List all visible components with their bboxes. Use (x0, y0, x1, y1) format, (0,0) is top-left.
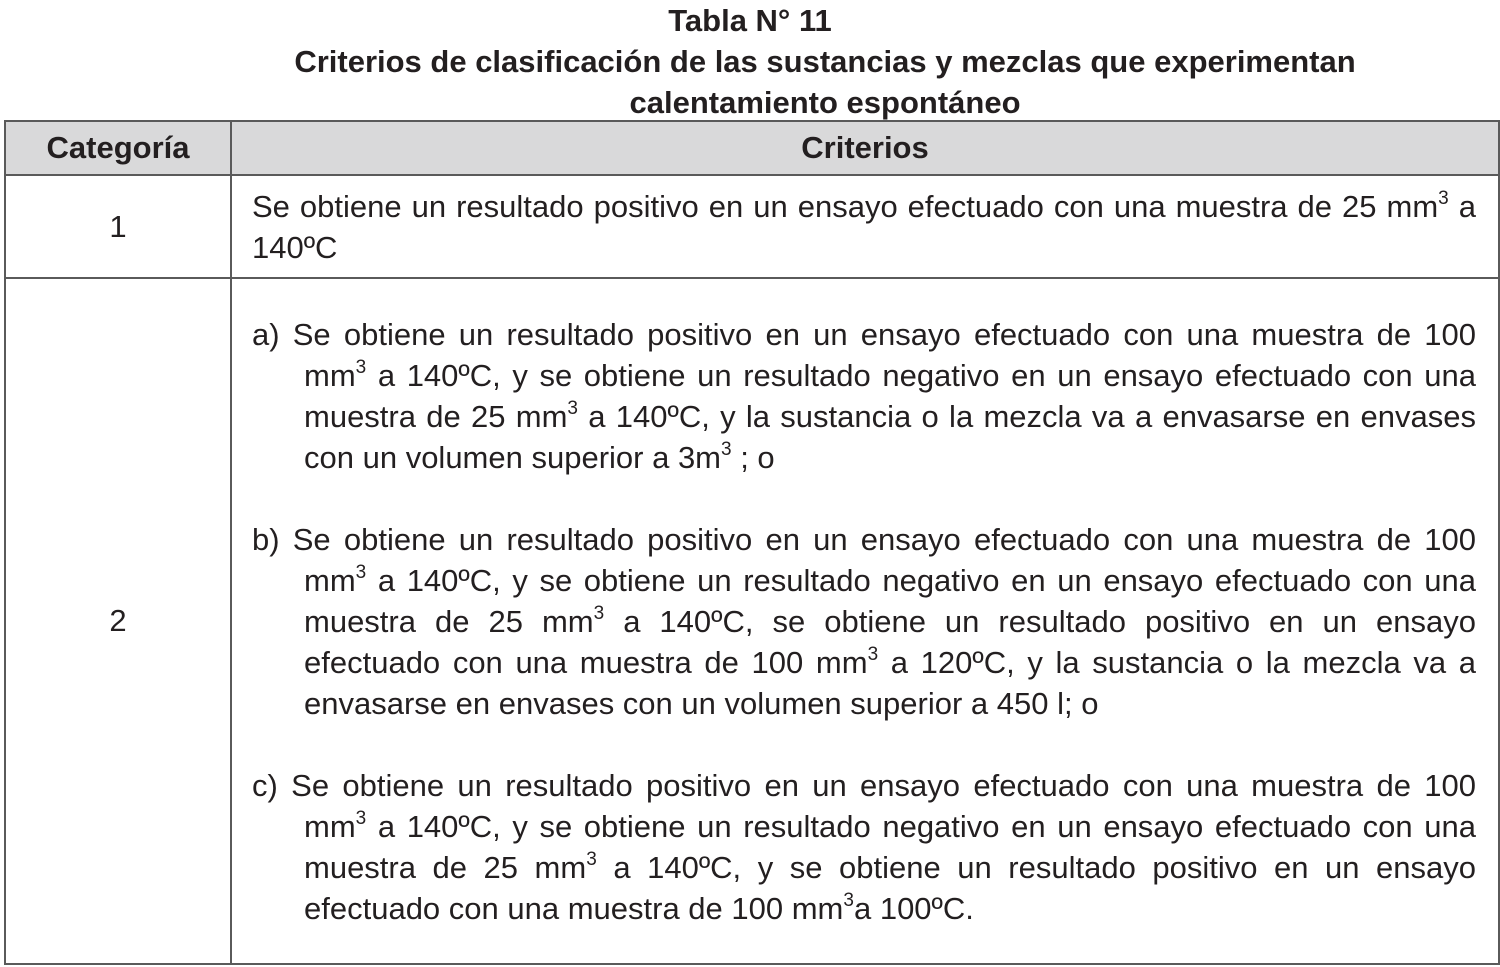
criteria-cell (231, 278, 1499, 964)
table-title (0, 0, 1500, 123)
table-caption-line-1: Criterios de clasificación de las sustancias y mezclas que experimentan (294, 44, 1356, 79)
criteria-text: Se obtiene un resultado positivo en un ensayo efectuado con una muestra de 25 $mm^3$ a 140ºC (252, 187, 1476, 265)
category-cell: 1 (5, 175, 231, 278)
classification-table (4, 120, 1500, 965)
criteria-item-b: b) Se obtiene un resultado positivo en un ensayo efectuado con una muestra de 100 $mm^3$ a 140ºC, y se obtiene un resultado negativo en un ensayo efectuado con una muestra de 25 $mm^3$ a 140ºC, se obtiene un resultado positivo en un ensayo efectuado con una muestra de 100 $mm^3$ a 120ºC, y la sustancia o la mezcla va a envasarse en envases con un volumen superior a 450 l; o (252, 521, 1477, 721)
header-criteria: Criterios (231, 121, 1499, 175)
criteria-item-c: c) Se obtiene un resultado positivo en un ensayo efectuado con una muestra de 100 $mm^3$ a 140ºC, y se obtiene un resultado negativo en un ensayo efectuado con una muestra de 25 $mm^3$ a 140ºC, y se obtiene un resultado positivo en un ensayo efectuado con una muestra de 100 $mm^3a$ 100ºC. (252, 767, 1477, 926)
category-cell: 2 (5, 278, 231, 964)
criteria-cell (231, 175, 1499, 278)
table-header-row (5, 121, 1499, 175)
table-caption-line-2: calentamiento espontáneo (629, 85, 1021, 120)
table-row (5, 175, 1499, 278)
header-category: Categoría (5, 121, 231, 175)
criteria-item-a: a) Se obtiene un resultado positivo en un ensayo efectuado con una muestra de 100 $mm^3$ a 140ºC, y se obtiene un resultado negativo en un ensayo efectuado con una muestra de 25 $mm^3$ a 140ºC, y la sustancia o la mezcla va a envasarse en envases con un volumen superior a $3m^3$ ; o (252, 316, 1476, 475)
table-row (5, 278, 1499, 964)
table-number: Tabla N° 11 (668, 3, 832, 38)
